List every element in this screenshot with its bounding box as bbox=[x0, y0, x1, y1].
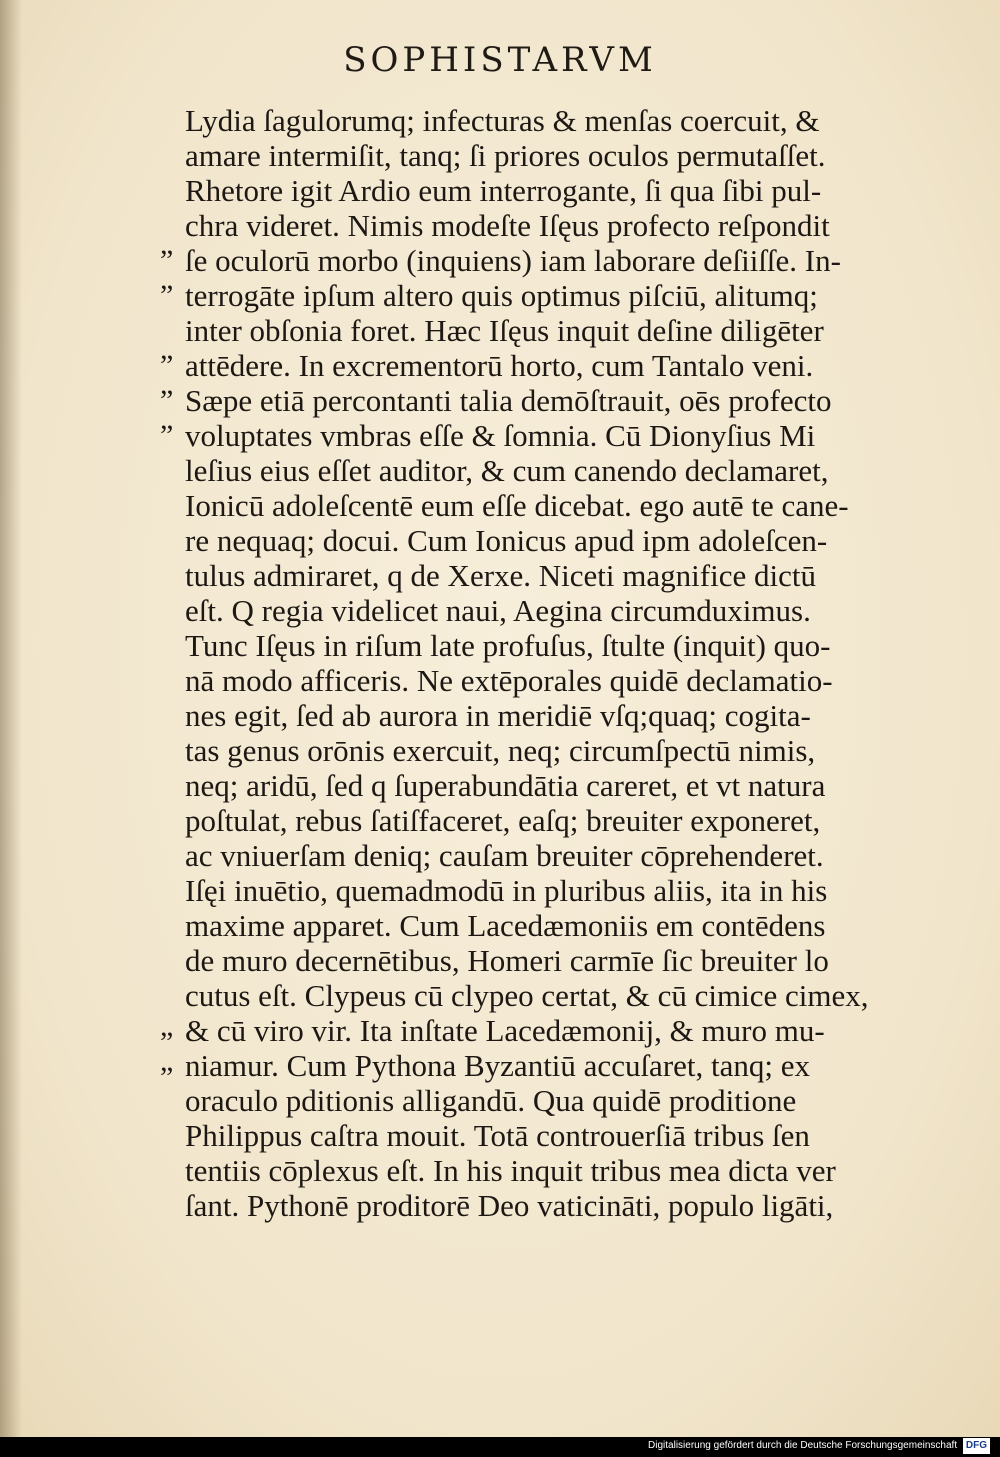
text-line: Rhetore igit Ardio eum interrogante, ſi qua ſibi pul- bbox=[185, 173, 822, 208]
text-line: niamur. Cum Pythona Byzantiū accuſaret, tanq; ex bbox=[185, 1048, 811, 1083]
quote-marker: ” bbox=[160, 1061, 174, 1094]
text-line: nes egit, ſed ab aurora in meridiē vſq;quaq; cogita- bbox=[185, 698, 811, 733]
text-line: ſant. Pythonē proditorē Deo vaticināti, populo ligāti, bbox=[185, 1188, 834, 1223]
text-line: de muro decernētibus, Homeri carmīe ſic breuiter lo bbox=[185, 943, 829, 978]
quote-marker: ” bbox=[160, 419, 174, 452]
quote-marker: ” bbox=[160, 279, 174, 312]
text-line: voluptates vmbras eſſe & ſomnia. Cū Dionyſius Mi bbox=[185, 418, 816, 453]
text-line: & cū viro vir. Ita inſtate Lacedæmonij, & muro mu- bbox=[185, 1013, 825, 1048]
text-line: Sæpe etiā percontanti talia demōſtrauit, oēs profecto bbox=[185, 383, 832, 418]
text-line: eſt. Q regia videlicet naui, Aegina circumduximus. bbox=[185, 593, 811, 628]
text-line: Lydia ſagulorumq; infecturas & menſas coercuit, & bbox=[185, 103, 820, 138]
text-line: tas genus orōnis exercuit, neq; circumſpectū nimis, bbox=[185, 733, 816, 768]
quote-marker: ” bbox=[160, 349, 174, 382]
dfg-logo: DFG bbox=[963, 1438, 990, 1454]
text-line: Iſęi inuētio, quemadmodū in pluribus aliis, ita in his bbox=[185, 873, 828, 908]
text-line: oraculo pditionis alligandū. Qua quidē proditione bbox=[185, 1083, 797, 1118]
quote-marker: ” bbox=[160, 384, 174, 417]
text-line: amare intermiſit, tanq; ſi priores oculos permutaſſet. bbox=[185, 138, 826, 173]
text-line: maxime apparet. Cum Lacedæmoniis em contēdens bbox=[185, 908, 826, 943]
text-line: tentiis cōplexus eſt. In his inquit tribus mea dicta ver bbox=[185, 1153, 836, 1188]
text-line: tulus admiraret, q de Xerxe. Niceti magnifice dictū bbox=[185, 558, 816, 593]
funding-notice: Digitalisierung gefördert durch die Deutsche Forschungsgemeinschaft bbox=[648, 1440, 958, 1451]
text-line: nā modo afficeris. Ne extēporales quidē declamatio- bbox=[185, 663, 833, 698]
text-line: poſtulat, rebus ſatiſfaceret, eaſq; breuiter exponeret, bbox=[185, 803, 821, 838]
text-line: cutus eſt. Clypeus cū clypeo certat, & cū cimice cimex, bbox=[185, 978, 869, 1013]
text-line: chra videret. Nimis modeſte Iſęus profecto reſpondit bbox=[185, 208, 830, 243]
digitization-footer bbox=[648, 1438, 990, 1454]
page-gutter-shadow bbox=[0, 0, 22, 1437]
text-line: attēdere. In excrementorū horto, cum Tantalo veni. bbox=[185, 348, 814, 383]
text-line: Tunc Iſęus in riſum late profuſus, ſtulte (inquit) quo- bbox=[185, 628, 831, 663]
text-line: re nequaq; docui. Cum Ionicus apud ipm adoleſcen- bbox=[185, 523, 828, 558]
text-line: inter obſonia foret. Hæc Iſęus inquit deſine diligēter bbox=[185, 313, 824, 348]
quote-marker: ” bbox=[160, 244, 174, 277]
text-line: ac vniuerſam deniq; cauſam breuiter cōprehenderet. bbox=[185, 838, 824, 873]
text-line: leſius eius eſſet auditor, & cum canendo declamaret, bbox=[185, 453, 829, 488]
text-line: ſe oculorū morbo (inquiens) iam laborare deſiiſſe. In- bbox=[185, 243, 841, 278]
text-line: neq; aridū, ſed q ſuperabundātia careret, et vt natura bbox=[185, 768, 826, 803]
text-line: terrogāte ipſum altero quis optimus piſciū, alitumq; bbox=[185, 278, 818, 313]
text-line: Ionicū adoleſcentē eum eſſe dicebat. ego autē te cane- bbox=[185, 488, 849, 523]
text-line: Philippus caſtra mouit. Totā controuerſiā tribus ſen bbox=[185, 1118, 810, 1153]
quote-marker: ” bbox=[160, 1026, 174, 1059]
running-header: SOPHISTARVM bbox=[343, 40, 657, 80]
